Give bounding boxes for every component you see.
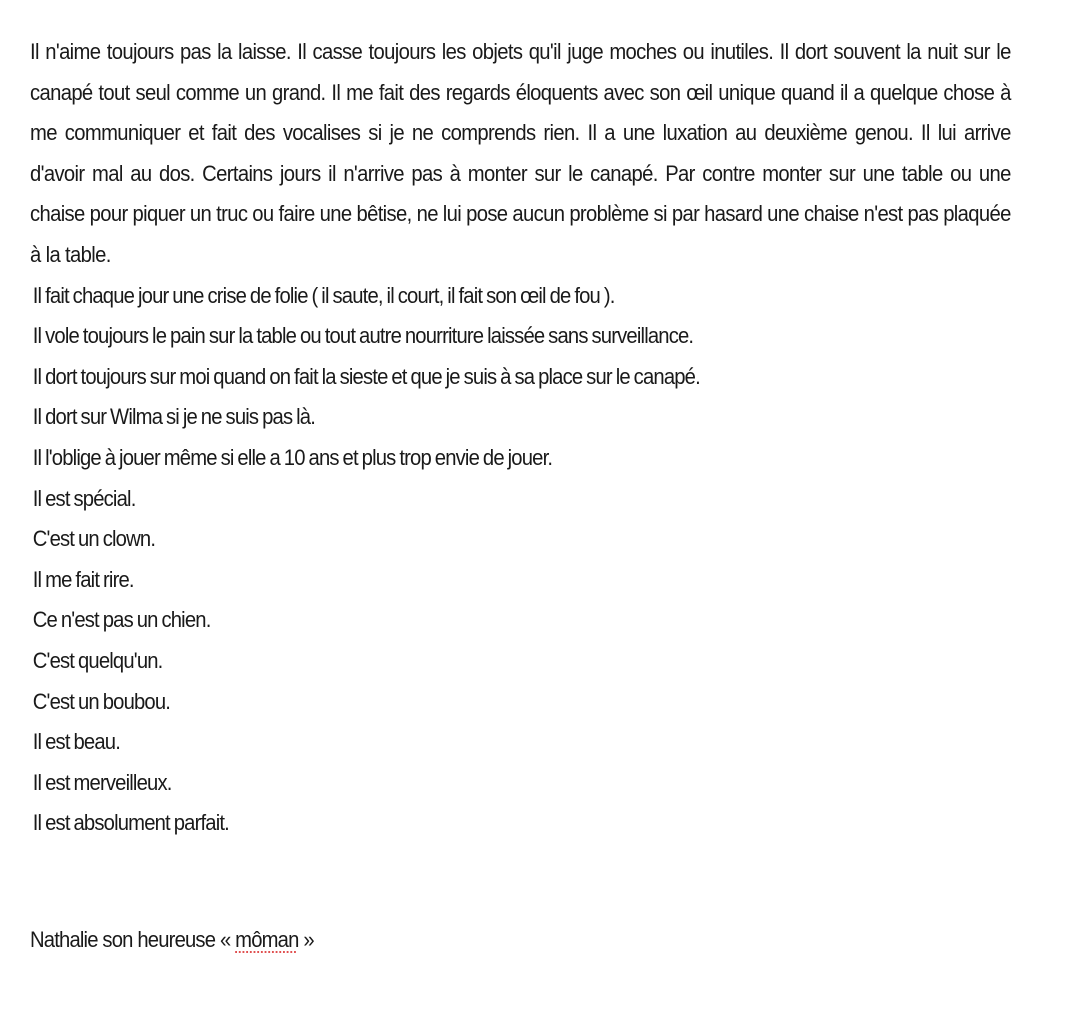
text-line: Il est beau. — [32, 729, 121, 755]
text-line: Ce n'est pas un chien. — [32, 607, 211, 633]
text-line: Il fait chaque jour une crise de folie ( il saute, il court, il fait son œil de fou ). — [32, 282, 615, 308]
signature-line — [30, 920, 314, 960]
text-line: C'est un clown. — [32, 526, 156, 552]
document-body — [30, 32, 1010, 844]
text-line: C'est quelqu'un. — [32, 647, 163, 673]
text-line: C'est un boubou. — [32, 688, 171, 714]
text-line: Il est absolument parfait. — [32, 810, 229, 836]
signature-suffix: » — [298, 927, 314, 952]
text-line: Il l'oblige à jouer même si elle a 10 ans et plus trop envie de jouer. — [32, 444, 553, 470]
text-line: Il vole toujours le pain sur la table ou tout autre nourriture laissée sans surveillance. — [32, 323, 694, 349]
text-line: Il dort sur Wilma si je ne suis pas là. — [32, 404, 316, 430]
line-list — [30, 276, 1011, 844]
main-paragraph: Il n'aime toujours pas la laisse. Il casse toujours les objets qu'il juge moches ou inutiles. Il dort souvent la nuit sur le canapé tout seul comme un grand. Il me fait des regards éloquents avec son œil unique quand il a quelque chose à me communiquer et fait des vocalises si je ne comprends rien. Il a une luxation au deuxième genou. Il lui arrive d'avoir mal au dos. Certains jours il n'arrive pas à monter sur le canapé. Par contre monter sur une table ou une chaise pour piquer un truc ou faire une bêtise, ne lui pose aucun problème si par hasard une chaise n'est pas plaquée à la table. — [30, 39, 1011, 267]
text-line: Il est spécial. — [32, 485, 136, 511]
spellcheck-flagged-word[interactable]: môman — [235, 927, 299, 952]
signature-prefix: Nathalie son heureuse « — [30, 927, 236, 952]
text-line: Il me fait rire. — [32, 566, 134, 592]
text-line: Il dort toujours sur moi quand on fait la sieste et que je suis à sa place sur le canapé. — [32, 363, 700, 389]
text-line: Il est merveilleux. — [32, 769, 172, 795]
